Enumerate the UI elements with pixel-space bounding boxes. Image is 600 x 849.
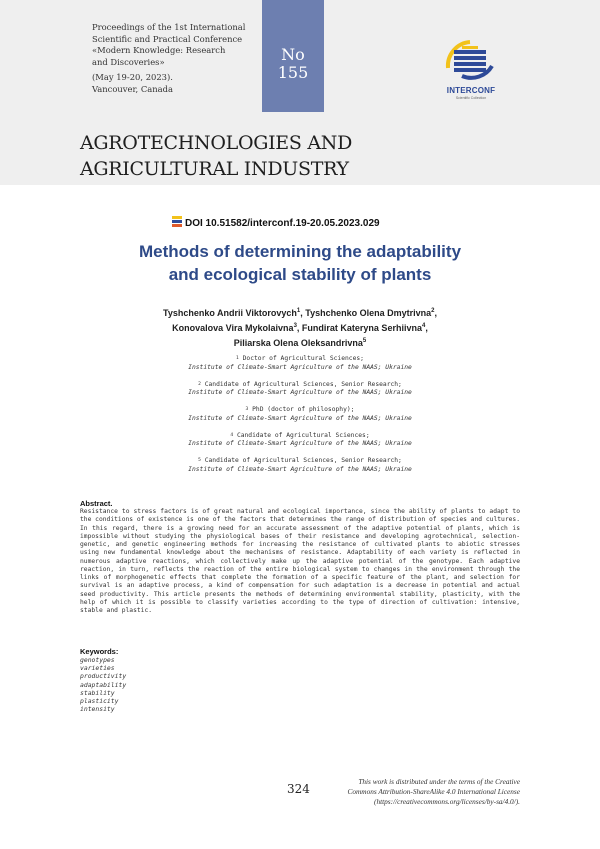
doi-link[interactable]: DOI 10.51582/interconf.19-20.05.2023.029 — [185, 218, 380, 229]
affiliation-degree: PhD (doctor of philosophy); — [252, 406, 355, 414]
affiliation-degree: Candidate of Agricultural Sciences; — [236, 431, 370, 439]
logo-subtitle: Scientific Collection — [455, 96, 487, 100]
affiliation-degree: Candidate of Agricultural Sciences, Senior Research; — [204, 380, 402, 388]
abstract-heading: Abstract. — [80, 499, 113, 508]
affiliation — [120, 381, 480, 398]
affiliation-sup: 4 — [230, 432, 234, 438]
proceedings-line: and Discoveries» — [92, 56, 165, 67]
author-name: Konovalova Vira Mykolaivna — [172, 323, 294, 333]
abstract-text: Resistance to stress factors is of great natural and ecological importance, since the ability of plants to adapt to the conditions of existence is one of the factors that determines the range of distribution of species and cultures. In this regard, there is a growing need for an accurate assessment of the adaptive potential of plants, which is impossible without studying the physiological bases of their resistance and developing agrotechnical, selection-genetic, and genetic engineering methods for increasing the resistance of cultivated plants to abiotic stresses using new fundamental knowledge about the mechanisms of resistance. Adaptability of each variety is reflected in numerous adaptive reactions, which collectively make up the adaptive potential of the genotype. Each adaptive reaction, in turn, reflects the reaction of the entire biological system to changes in the environment through the links of morphogenetic effects that complete the formation of a specific feature of the plant, and selection for survival is an adaptive process, a kind of compensation for such adaptation is a decrease in potential and actual seed productivity. This article presents the methods of determining environmental stability, plasticity, with the help of which it is possible to classify varieties according to the type of direction of cultivation: intensive, stable and plastic. — [80, 508, 520, 614]
license-line: This work is distributed under the terms of the Creative — [358, 777, 520, 786]
conference-info — [92, 22, 272, 95]
author-sup: 1 — [296, 308, 301, 314]
issue-badge — [262, 0, 324, 112]
keyword-list — [80, 656, 280, 713]
affiliation-institution: Institute of Climate-Smart Agriculture of the NAAS; Ukraine — [188, 440, 412, 448]
abstract-section — [80, 499, 520, 615]
affiliation-institution: Institute of Climate-Smart Agriculture of the NAAS; Ukraine — [188, 465, 412, 473]
issue-number: 155 — [277, 63, 309, 82]
proceedings-line: «Modern Knowledge: Research — [92, 45, 226, 55]
author-name: Tyshchenko Andrii Viktorovych — [163, 308, 297, 318]
author-sup: 4 — [421, 323, 426, 329]
section-title — [80, 130, 500, 182]
page-number: 324 — [287, 782, 310, 796]
author-list: Tyshchenko Andrii Viktorovych$^1$, Tyshchenko Olena Dmytrivna$^2$, Konovalova Vira Mykolaivna$^3$, Fundirat Kateryna Serhiivna$^4$, Piliarska Olena Oleksandrivna$^5$ — [163, 308, 437, 348]
affiliation-institution: Institute of Climate-Smart Agriculture of the NAAS; Ukraine — [188, 363, 412, 371]
issue-label: No — [281, 45, 305, 64]
affiliation-sup: 2 — [198, 381, 201, 387]
keyword: stability — [80, 688, 115, 697]
license-notice — [270, 777, 520, 807]
author-sup: 3 — [293, 323, 297, 329]
section-title-line: AGROTECHNOLOGIES AND — [80, 132, 353, 154]
paper-title — [80, 240, 520, 286]
license-line: Commons Attribution-ShareAlike 4.0 International License — [347, 787, 520, 796]
affiliation — [120, 432, 480, 449]
affiliation — [120, 355, 480, 372]
keyword: adaptability — [80, 680, 127, 689]
affiliation — [120, 406, 480, 423]
conference-location: Vancouver, Canada — [92, 83, 174, 94]
keyword: intensity — [80, 705, 115, 714]
affiliation-institution: Institute of Climate-Smart Agriculture of the NAAS; Ukraine — [188, 414, 412, 422]
proceedings-line: Proceedings of the 1st International — [92, 22, 246, 32]
proceedings-line: Scientific and Practical Conference — [92, 33, 243, 44]
affiliations — [120, 355, 480, 483]
affiliation-sup: 3 — [245, 407, 249, 413]
section-title-line: AGRICULTURAL INDUSTRY — [80, 158, 349, 180]
affiliation-degree: Doctor of Agricultural Sciences; — [242, 355, 364, 362]
author-sup: 2 — [431, 308, 435, 314]
affiliation — [120, 457, 480, 474]
keyword: productivity — [80, 672, 127, 681]
affiliation-institution: Institute of Climate-Smart Agriculture of the NAAS; Ukraine — [188, 389, 412, 397]
author-sup: 5 — [362, 338, 367, 344]
logo-wordmark: INTERCONF — [446, 86, 496, 95]
license-line[interactable]: (https://creativecommons.org/licenses/by-sa/4.0/). — [374, 797, 520, 806]
paper-title-line: Methods of determining the adaptability — [138, 242, 462, 261]
affiliation-sup: 5 — [198, 458, 201, 464]
conference-dates: (May 19-20, 2023). — [92, 72, 173, 82]
affiliation-sup: 1 — [236, 356, 239, 361]
affiliation-degree: Candidate of Agricultural Sciences, Senior Research; — [204, 457, 402, 465]
author-name: Piliarska Olena Oleksandrivna — [233, 338, 363, 348]
keyword: varieties — [80, 664, 115, 673]
keyword: plasticity — [80, 697, 119, 706]
keywords-section — [80, 647, 280, 713]
paper-title-line: and ecological stability of plants — [168, 265, 432, 284]
author-name: Tyshchenko Olena Dmytrivna — [305, 308, 432, 318]
keyword: genotypes — [80, 656, 115, 664]
author-name: Fundirat Kateryna Serhiivna — [301, 323, 422, 333]
keywords-heading: Keywords: — [80, 647, 119, 656]
doi-icon — [172, 216, 182, 227]
